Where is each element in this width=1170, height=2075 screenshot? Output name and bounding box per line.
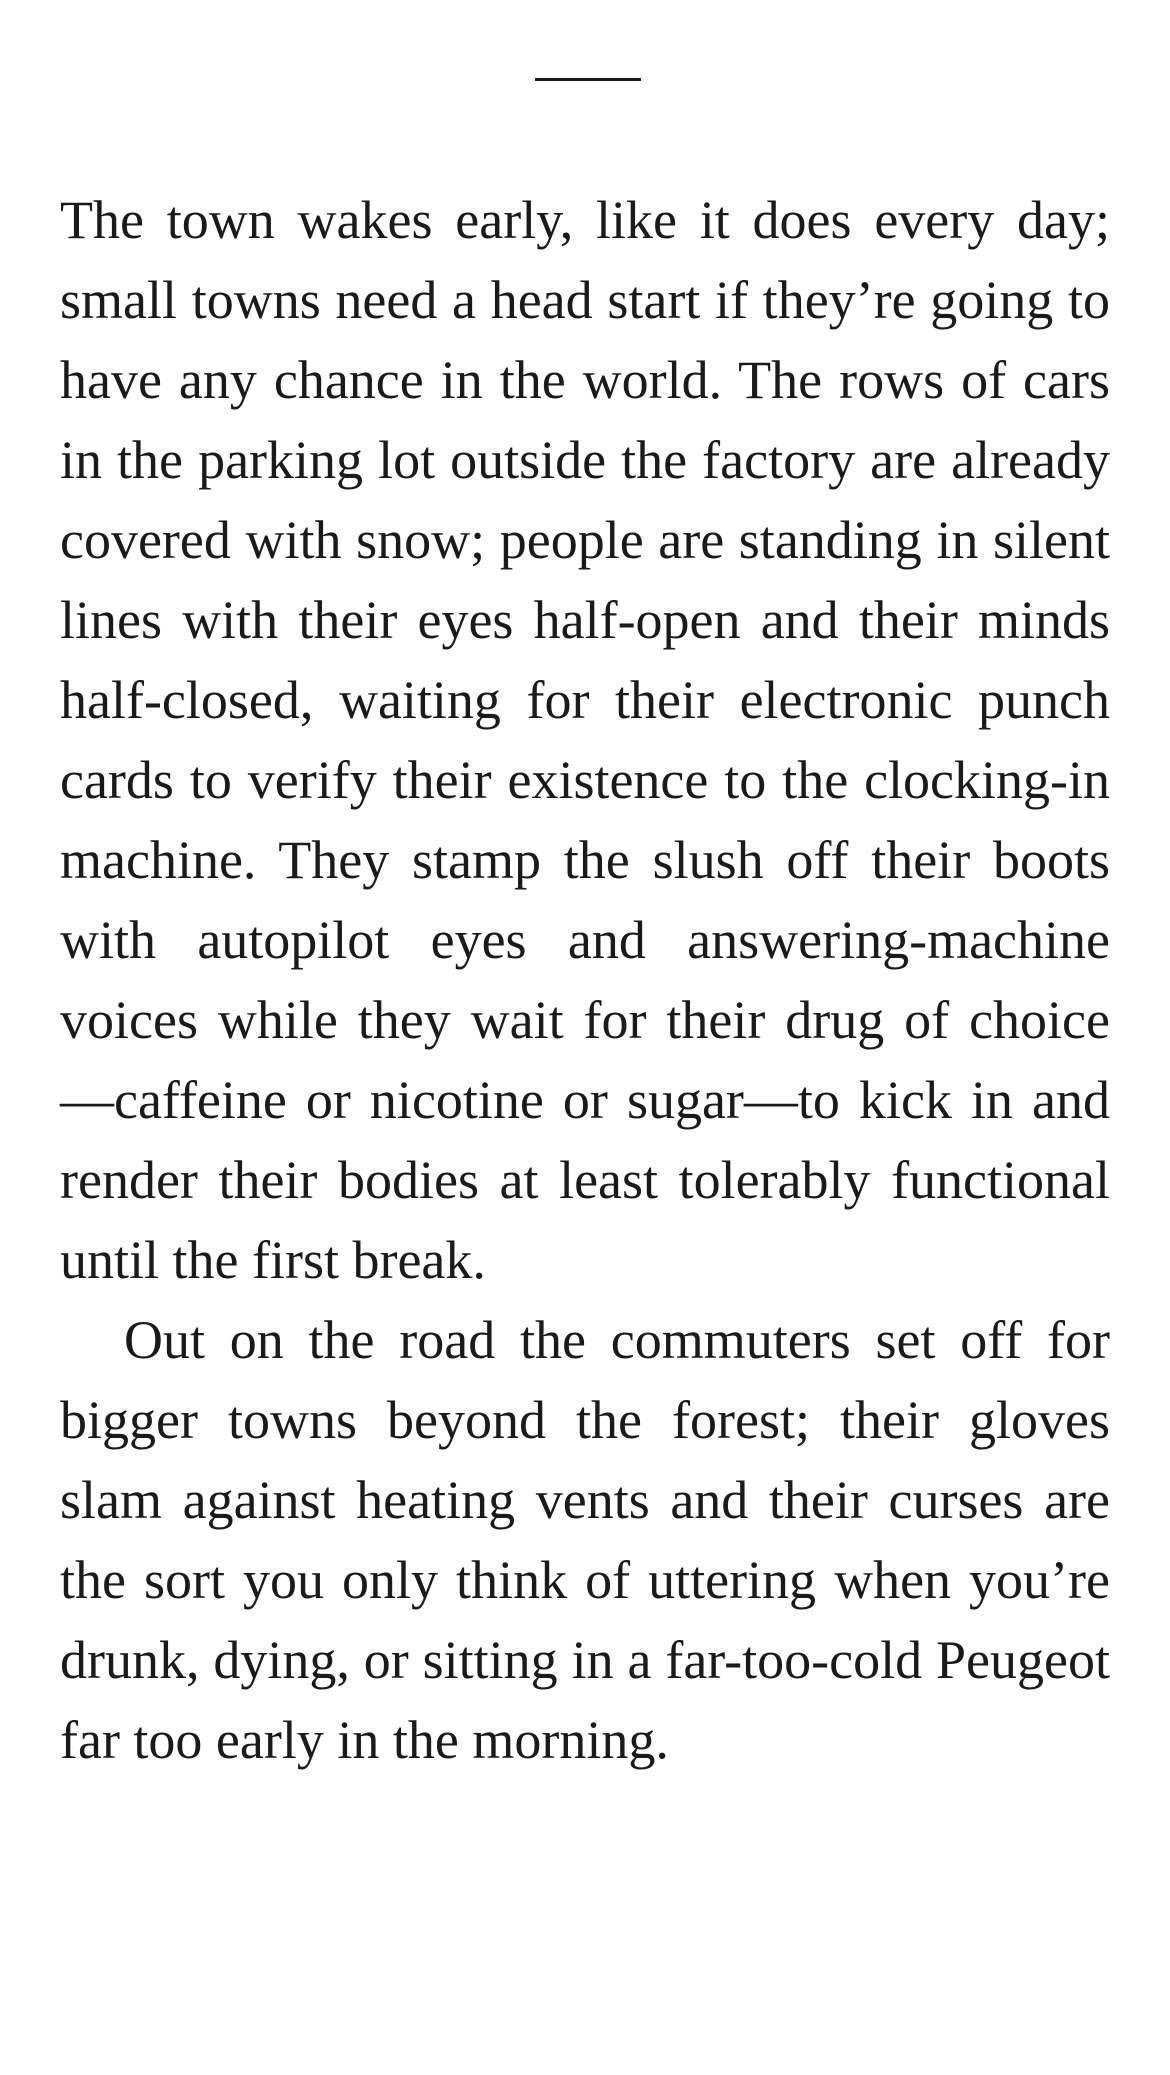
paragraph-1: The town wakes early, like it does every day; small towns need a head start if they’re going to have any chance in the world. The rows of cars in the parking lot outside the factory are already covered with snow; people are standing in silent lines with their eyes half-open and their minds half-closed, waiting for their electronic punch cards to verify their existence to the clocking-in machine. They stamp the slush off their boots with autopilot eyes and answering-machine voices while they wait for their drug of choice —caffeine or nicotine or sugar—to kick in and render their bodies at least tolerably functional until the first break. [60,190,1110,1290]
text-column [60,180,1110,1780]
section-divider [535,78,641,81]
paragraph-2: Out on the road the commuters set off for bigger towns beyond the forest; their gloves slam against heating vents and their curses are the sort you only think of uttering when you’re drunk, dying, or sitting in a far-too-cold Peugeot far too early in the morning. [60,1310,1110,1770]
